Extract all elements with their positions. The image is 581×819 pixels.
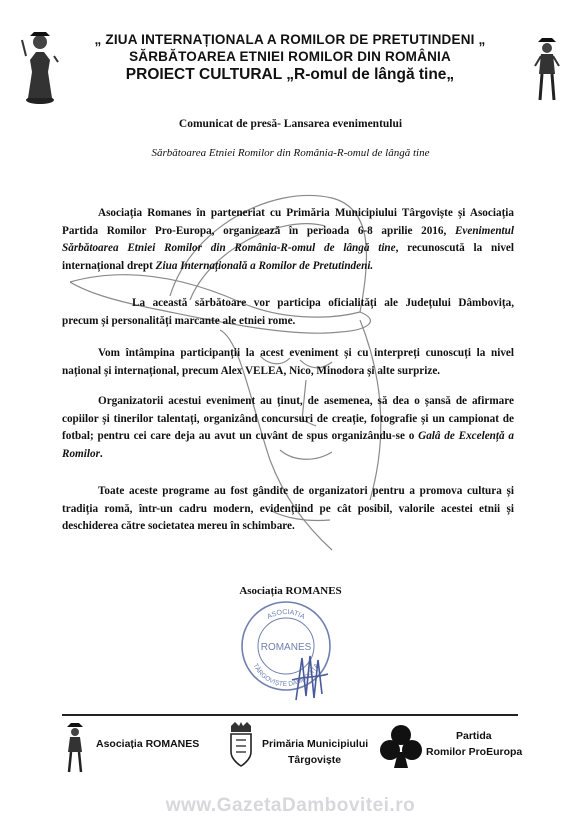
signature-label: Asociația ROMANES xyxy=(239,585,342,597)
footer-primaria-line2: Târgoviște xyxy=(288,754,342,766)
footer-targoviste-crest-icon xyxy=(228,722,254,768)
press-release-title: Comunicat de presă- Lansarea evenimentului xyxy=(178,118,403,130)
footer-partida-line1: Partida xyxy=(456,730,492,742)
header-figure-right-icon xyxy=(534,36,560,104)
footer-romanes-label: Asociația ROMANES xyxy=(96,738,200,750)
paragraph-4-text-a: Organizatorii acestui eveniment au ținut, de asemenea, să dea o șansă de afirmare copiilor și tinerilor talentați, organizând concursuri de creație, fotografie și un campionat de fotbal; pentru cei care deja au avut un cuvânt de spus organizându-se o xyxy=(62,395,514,442)
handwritten-signature xyxy=(290,650,330,706)
paragraph-4-gala-name: Galâ de Excelență a Romilor xyxy=(62,430,514,460)
paragraph-1-event-name: Evenimentul Sărbătoarea Etniei Romilor din România-R-omul de lângă tine xyxy=(62,224,514,254)
header-line-2: SĂRBĂTOAREA ETNIEI ROMILOR DIN ROMÂNIA xyxy=(129,49,451,64)
footer-romanes-figure-icon xyxy=(64,722,86,774)
footer-primaria-line1: Primăria Municipiului xyxy=(262,738,369,750)
paragraph-1-day-name: Ziua Internațională a Romilor de Pretutindeni. xyxy=(155,259,374,272)
header-line-3: PROIECT CULTURAL „R-omul de lângă tine„ xyxy=(125,66,455,83)
paragraph-5: Toate aceste programe au fost gândite de organizatori pentru a promova cultura și tradiția romă, într-un cadru modern, evidențiind pe cât posibil, valorile acestei etnii și deschiderea către societatea mereu în schimbare. xyxy=(62,485,514,532)
paragraph-3: Vom întâmpina participanții la acest eveniment și cu interpreți cunoscuți la nivel național și internațional, precum Alex VELEA, Nico, Minodora și alte surprize. xyxy=(62,347,514,377)
paragraph-1-text-c: , recunoscută la nivel internațional drept xyxy=(62,242,515,272)
paragraph-2: La această sărbătoare vor participa oficialități ale Județului Dâmbovița, precum și personalități marcante ale etniei rome. xyxy=(62,297,514,327)
header-line-1: „ ZIUA INTERNAȚIONALA A ROMILOR DE PRETUTINDENI „ xyxy=(94,32,486,47)
paragraph-4-text-c: . xyxy=(99,447,103,460)
footer-partida-line2: Romilor ProEuropa xyxy=(426,746,523,758)
header-figure-left-icon xyxy=(20,22,60,104)
stamp-top-text: ASOCIATIA xyxy=(266,608,306,621)
svg-text:ASOCIATIA xyxy=(266,609,306,621)
paragraph-1-text-a: Asociația Romanes în parteneriat cu Primăria Municipiului Târgoviște și Asociația Partida Romilor Pro-Europa, organizează în perioada 6-8 aprilie 2016, xyxy=(62,207,514,237)
stamp-center-text: ROMANES xyxy=(260,642,312,653)
stamp-bottom-text: TÂRGOVIȘTE DÂMBOVIȚA xyxy=(251,662,321,689)
press-release-subtitle: Sărbătoarea Etniei Romilor din România-R-omul de lângă tine xyxy=(151,147,430,159)
paragraph-1 xyxy=(62,205,514,275)
watermark-text: www.GazetaDambovitei.ro xyxy=(165,795,416,816)
footer-club-symbol-icon xyxy=(380,724,422,768)
footer-divider xyxy=(62,714,518,716)
paragraph-4 xyxy=(62,393,514,463)
